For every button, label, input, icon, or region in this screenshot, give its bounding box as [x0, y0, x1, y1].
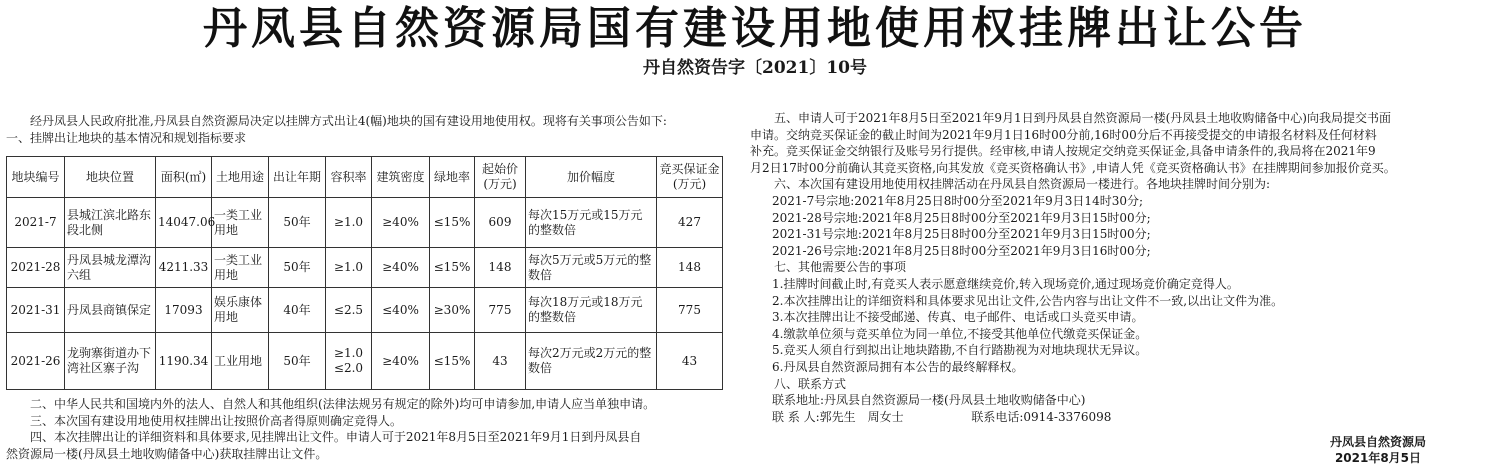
table-cell: 一类工业用地: [212, 248, 269, 288]
contact-address: 联系地址:丹凤县自然资源局一楼(丹凤县土地收购储备中心): [772, 393, 1086, 408]
page-title: 丹凤县自然资源局国有建设用地使用权挂牌出让公告: [203, 3, 1307, 54]
table-cell: 775: [657, 288, 723, 333]
section-6-heading: 六、本次国有建设用地使用权挂牌活动在丹凤县自然资源局一楼进行。各地块挂牌时间分别为:: [774, 177, 1271, 192]
section-4-paragraph: 四、本次挂牌出让的详细资料和具体要求,见挂牌出让文件。申请人可于2021年8月5日至2021年9月1日到丹凤县自: [30, 430, 642, 445]
schedule-item: 2021-31号宗地:2021年8月25日8时00分至2021年9月3日15时00分;: [772, 227, 1151, 242]
table-cell: ≤2.5: [326, 288, 372, 333]
table-cell: ≥1.0: [326, 198, 372, 248]
table-cell: 县城江滨北路东段北侧: [65, 198, 156, 248]
table-cell: 每次2万元或2万元的整数倍: [526, 333, 657, 390]
document-number: 丹自然资告字〔2021〕10号: [643, 58, 867, 78]
table-row: [7, 198, 723, 248]
column-header: 容积率: [326, 157, 372, 198]
section-1-heading: 一、挂牌出让地块的基本情况和规划指标要求: [6, 130, 247, 145]
table-cell: 丹凤县城龙潭沟六组: [65, 248, 156, 288]
table-cell: 工业用地: [212, 333, 269, 390]
table-cell: ≤40%: [372, 288, 430, 333]
table-cell: 2021-7: [7, 198, 65, 248]
section-7-heading: 七、其他需要公告的事项: [774, 260, 907, 275]
table-cell: 每次15万元或15万元的整数倍: [526, 198, 657, 248]
table-cell: 775: [475, 288, 526, 333]
table-cell: ≥40%: [372, 333, 430, 390]
table-cell: 娱乐康体用地: [212, 288, 269, 333]
table-cell: 40年: [269, 288, 326, 333]
notice-item: 5.竞买人须自行到拟出让地块踏勘,不自行踏勘视为对地块现状无异议。: [772, 343, 1148, 358]
table-cell: 14047.06: [156, 198, 212, 248]
contact-person: 联 系 人:郭先生 周女士: [772, 409, 904, 424]
column-header: 面积(㎡): [156, 157, 212, 198]
table-cell: ≥40%: [372, 198, 430, 248]
left-column: [6, 113, 726, 463]
table-cell: ≥30%: [430, 288, 475, 333]
table-row: [7, 288, 723, 333]
column-header: 地块位置: [65, 157, 156, 198]
section-5-line: 五、申请人可于2021年8月5日至2021年9月1日到丹凤县自然资源局一楼(丹凤县土地收购储备中心)向我局提交书面: [774, 111, 1391, 125]
table-row: [7, 248, 723, 288]
section-2-paragraph: 二、中华人民共和国境内外的法人、自然人和其他组织(法律法规另有规定的除外)均可申请参加,申请人应当单独申请。: [30, 397, 656, 412]
table-cell: 609: [475, 198, 526, 248]
intro-paragraph: 经丹凤县人民政府批准,丹凤县自然资源局决定以挂牌方式出让4(幅)地块的国有建设用地使用权。现将有关事项公告如下:: [30, 114, 667, 128]
signature-date: 2021年8月5日: [1334, 451, 1422, 465]
column-header: 竞买保证金(万元): [657, 157, 723, 198]
table-cell: 1190.34: [156, 333, 212, 390]
section-3-paragraph: 三、本次国有建设用地使用权挂牌出让按照价高者得原则确定竞得人。: [30, 413, 403, 428]
column-header: 起始价(万元): [475, 157, 526, 198]
section-8-heading: 八、联系方式: [774, 376, 847, 391]
notice-item: 4.缴款单位须与竞买单位为同一单位,不接受其他单位代缴竞买保证金。: [772, 326, 1148, 341]
table-cell: ≤15%: [430, 333, 475, 390]
table-cell: ≥1.0: [326, 248, 372, 288]
table-cell: 一类工业用地: [212, 198, 269, 248]
table-cell: 4211.33: [156, 248, 212, 288]
table-cell: 43: [475, 333, 526, 390]
section-5-line: 补充。竞买保证金交纳银行及账号另行提供。经审核,申请人按规定交纳竞买保证金,具备申请条件的,我局将在2021年9: [750, 144, 1376, 159]
table-cell: ≤15%: [430, 198, 475, 248]
schedule-item: 2021-28号宗地:2021年8月25日8时00分至2021年9月3日15时00分;: [772, 210, 1151, 225]
plot-table: [6, 156, 723, 390]
signature-block: [1300, 434, 1456, 466]
table-cell: ≥1.0 ≤2.0: [326, 333, 372, 390]
table-header-row: [7, 157, 723, 198]
section-5-line: 月2日17时00分前确认其竞买资格,向其发放《竞买资格确认书》,申请人凭《竞买资格确认书》在挂牌期间参加报价竞买。: [750, 160, 1396, 175]
signature-org: 丹凤县自然资源局: [1329, 435, 1426, 449]
table-cell: 17093: [156, 288, 212, 333]
schedule-item: 2021-7号宗地:2021年8月25日8时00分至2021年9月3日14时30分;: [772, 193, 1144, 208]
table-cell: ≥40%: [372, 248, 430, 288]
notice-item: 1.挂牌时间截止时,有竞买人表示愿意继续竞价,转入现场竞价,通过现场竞价确定竞得人。: [772, 276, 1239, 291]
table-cell: ≤15%: [430, 248, 475, 288]
column-header: 地块编号: [7, 157, 65, 198]
section-4-paragraph-continued: 然资源局一楼(丹凤县土地收购储备中心)获取挂牌出让文件。: [6, 446, 328, 461]
column-header: 加价幅度: [526, 157, 657, 198]
table-cell: 148: [657, 248, 723, 288]
table-cell: 丹凤县商镇保定: [65, 288, 156, 333]
table-cell: 每次18万元或18万元的整数倍: [526, 288, 657, 333]
table-cell: 每次5万元或5万元的整数倍: [526, 248, 657, 288]
notice-item: 6.丹凤县自然资源局拥有本公告的最终解释权。: [772, 359, 1024, 374]
notice-item: 3.本次挂牌出让不接受邮递、传真、电子邮件、电话或口头竞买申请。: [772, 310, 1144, 325]
right-column: [750, 110, 1502, 425]
column-header: 建筑密度: [372, 157, 430, 198]
table-cell: 148: [475, 248, 526, 288]
table-cell: 2021-26: [7, 333, 65, 390]
column-header: 土地用途: [212, 157, 269, 198]
notice-item: 2.本次挂牌出让的详细资料和具体要求见出让文件,公告内容与出让文件不一致,以出让文件为准。: [772, 293, 1284, 308]
table-cell: 2021-28: [7, 248, 65, 288]
table-cell: 43: [657, 333, 723, 390]
table-row: [7, 333, 723, 390]
table-cell: 龙驹寨街道办下湾社区寨子沟: [65, 333, 156, 390]
table-cell: 50年: [269, 333, 326, 390]
column-header: 出让年期: [269, 157, 326, 198]
column-header: 绿地率: [430, 157, 475, 198]
table-cell: 427: [657, 198, 723, 248]
contact-phone: 联系电话:0914-3376098: [971, 409, 1112, 424]
contact-line: [750, 409, 1502, 426]
table-cell: 50年: [269, 248, 326, 288]
table-cell: 2021-31: [7, 288, 65, 333]
schedule-item: 2021-26号宗地:2021年8月25日8时00分至2021年9月3日16时00分;: [772, 243, 1151, 258]
section-5-line: 申请。交纳竞买保证金的截止时间为2021年9月1日16时00分前,16时00分后不再接受提交的申请报名材料及任何材料: [750, 127, 1377, 142]
table-cell: 50年: [269, 198, 326, 248]
